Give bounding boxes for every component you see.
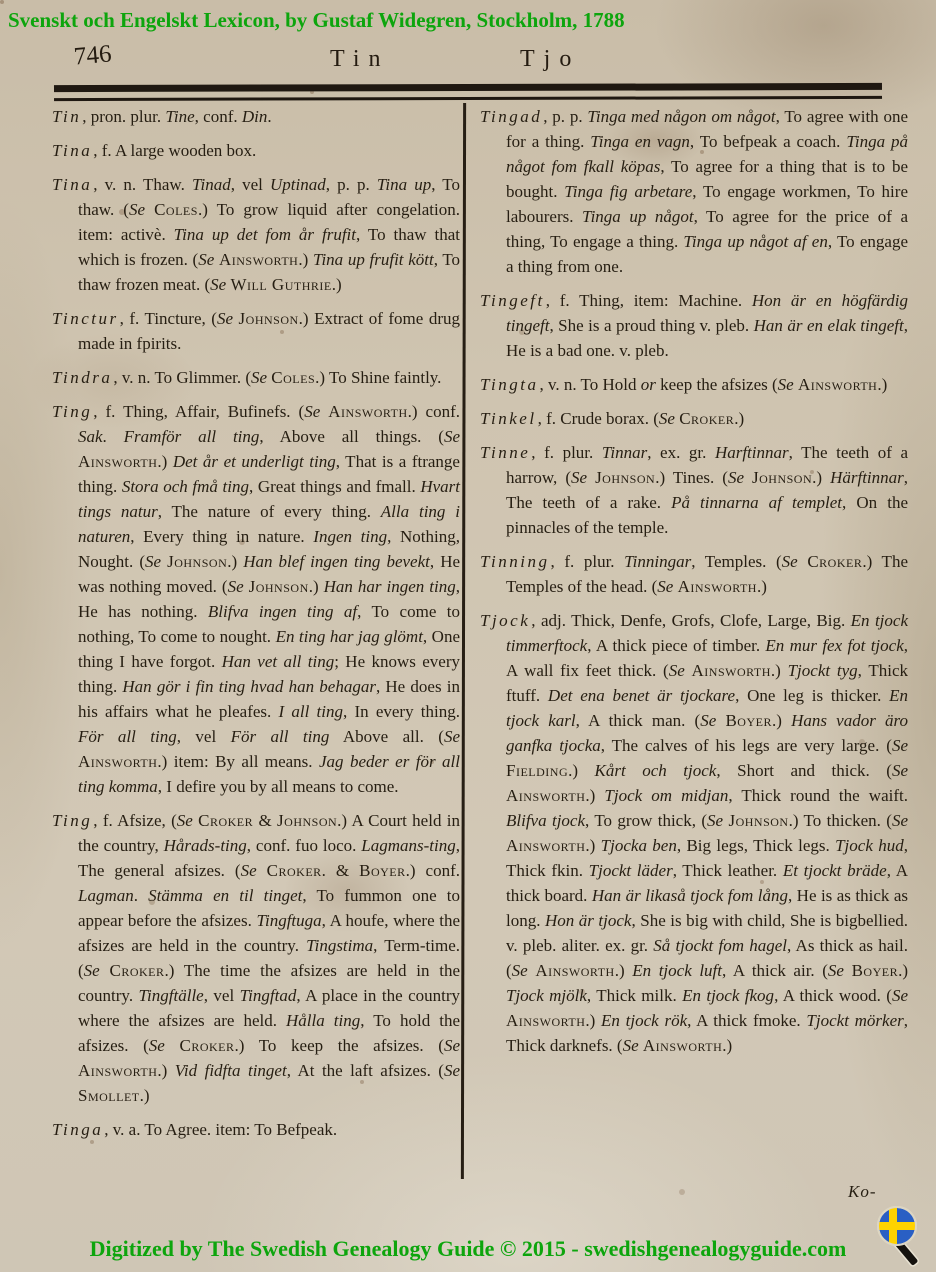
entry-headword: Tinkel	[480, 409, 537, 428]
dictionary-entry: Tinga, v. a. To Agree. item: To Befpeak.	[52, 1120, 338, 1139]
running-head-right: Tjo	[520, 46, 581, 72]
dictionary-entry: Tinning, f. plur. Tinningar, Temples. (Se Croker.) The Temples of the head. (Se Ainsworth.)	[480, 552, 908, 596]
dictionary-entry: Ting, f. Afsize, (Se Croker & Johnson.) A Court held in the country, Hårads-ting, conf. fuo loco. Lagmans-ting, The general afsizes. (Se Croker. & Boyer.) conf. Lagman. Stämma en til tinget, To fummon one to appear before the afsizes. Tingftuga, A houfe, where the afsizes are held in the country. Tingstima, Term-time. (Se Croker.) The time the afsizes are held in the country. Tingftälle, vel Tingftad, A place in the country where the afsizes are held. Hålla ting, To hold the afsizes. (Se Croker.) To keep the afsizes. (Se Ainsworth.) Vid fidfta tinget, At the laft afsizes. (Se Smollet.)	[52, 811, 461, 1105]
paper-speckle-texture	[0, 0, 4, 4]
dictionary-entry: Tina, v. n. Thaw. Tinad, vel Uptinad, p. p. Tina up, To thaw. (Se Coles.) To grow liquid after congelation. item: activè. Tina up det fom år frufit, To thaw that which is frozen. (Se Ainsworth.) Tina up frufit kött, To thaw frozen meat. (Se Will Guthrie.)	[52, 175, 461, 294]
entry-headword: Tingeft	[480, 291, 545, 310]
column-left	[52, 104, 460, 1151]
entry-headword: Tinning	[480, 552, 550, 571]
running-head-left: Tin	[330, 46, 390, 72]
dictionary-entry: Tinne, f. plur. Tinnar, ex. gr. Harftinnar, The teeth of a harrow, (Se Johnson.) Tines. (Se Johnson.) Härftinnar, The teeth of a rake. På tinnarna af templet, On the pinnacles of the temple.	[480, 443, 909, 537]
catchword: Ko-	[848, 1182, 877, 1201]
header-double-rule	[54, 83, 882, 101]
entry-headword: Tin	[52, 107, 82, 126]
column-right	[480, 104, 908, 1151]
entry-headword: Tjock	[480, 611, 531, 630]
entry-headword: Tinga	[52, 1120, 104, 1139]
swedish-flag-magnifier-icon	[872, 1200, 932, 1270]
entry-headword: Tingta	[480, 375, 539, 394]
entry-headword: Tindra	[52, 368, 113, 387]
entry-headword: Tinctur	[52, 309, 119, 328]
dictionary-entry: Tingta, v. n. To Hold or keep the afsizes (Se Ainsworth.)	[480, 375, 888, 394]
dictionary-entry: Tina, f. A large wooden box.	[52, 141, 257, 160]
entry-headword: Tingad	[480, 107, 543, 126]
entry-headword: Tinne	[480, 443, 531, 462]
dictionary-entry: Tin, pron. plur. Tine, conf. Din.	[52, 107, 272, 126]
dictionary-entry: Tinkel, f. Crude borax. (Se Croker.)	[480, 409, 745, 428]
dictionary-entry: Ting, f. Thing, Affair, Bufinefs. (Se Ainsworth.) conf. Sak. Framför all ting, Above all things. (Se Ainsworth.) Det år et underligt ting, That is a ftrange thing. Stora och fmå ting, Great things and fmall. Hvart tings natur, The nature of every thing. Alla ting i naturen, Every thing in nature. Ingen ting, Nothing, Nought. (Se Johnson.) Han blef ingen ting bevekt, He was nothing moved. (Se Johnson.) Han har ingen ting, He has nothing. Blifva ingen ting af, To come to nothing, To come to nought. En ting har jag glömt, One thing I have forgot. Han vet all ting; He knows every thing. Han gör i fin ting hvad han behagar, He does in his affairs what he pleafes. I all ting, In every thing. För all ting, vel För all ting Above all. (Se Ainsworth.) item: By all means. Jag beder er för all ting komma, I defire you by all means to come.	[52, 402, 461, 796]
dictionary-columns	[52, 104, 908, 1151]
dictionary-entry: Tindra, v. n. To Glimmer. (Se Coles.) To Shine faintly.	[52, 368, 442, 387]
dictionary-entry: Tjock, adj. Thick, Denfe, Grofs, Clofe, Large, Big. En tjock timmerftock, A thick piece of timber. En mur fex fot tjock, A wall fix feet thick. (Se Ainsworth.) Tjockt tyg, Thick ftuff. Det ena benet är tjockare, One leg is thicker. En tjock karl, A thick man. (Se Boyer.) Hans vador äro ganfka tjocka, The calves of his legs are very large. (Se Fielding.) Kårt och tjock, Short and thick. (Se Ainsworth.) Tjock om midjan, Thick round the waift. Blifva tjock, To grow thick, (Se Johnson.) To thicken. (Se Ainsworth.) Tjocka ben, Big legs, Thick legs. Tjock hud, Thick fkin. Tjockt läder, Thick leather. Et tjockt bräde, A thick board. Han är likaså tjock fom lång, He is as thick as long. Hon är tjock, She is big with child, She is bigbellied. v. pleb. aliter. ex. gr. Så tjockt fom hagel, As thick as hail. (Se Ainsworth.) En tjock luft, A thick air. (Se Boyer.) Tjock mjölk, Thick milk. En tjock fkog, A thick wood. (Se Ainsworth.) En tjock rök, A thick fmoke. Tjockt mörker, Thick darknefs. (Se Ainsworth.)	[480, 611, 909, 1055]
digitizer-footer-credit: Digitized by The Swedish Genealogy Guide © 2015 - swedishgenealogyguide.com	[89, 1236, 847, 1261]
dictionary-entry: Tingad, p. p. Tinga med någon om något, To agree with one for a thing. Tinga en vagn, To befpeak a coach. Tinga på något fom fkall köpas, To agree for a thing that is to be bought. Tinga fig arbetare, To engage workmen, To hire labourers. Tinga up något, To agree for the price of a thing, To engage a thing. Tinga up något af en, To engage a thing from one.	[480, 107, 909, 276]
page-number: 746	[72, 40, 113, 71]
digitizer-header-credit: Svenskt och Engelskt Lexicon, by Gustaf Widegren, Stockholm, 1788	[8, 8, 625, 32]
dictionary-entry: Tingeft, f. Thing, item: Machine. Hon är en högfärdig tingeft, She is a proud thing v. pleb. Han är en elak tingeft, He is a bad one. v. pleb.	[480, 291, 908, 360]
entry-headword: Ting	[52, 402, 93, 421]
entry-headword: Ting	[52, 811, 93, 830]
entry-headword: Tina	[52, 175, 93, 194]
entry-headword: Tina	[52, 141, 93, 160]
dictionary-entry: Tinctur, f. Tincture, (Se Johnson.) Extract of fome drug made in fpirits.	[52, 309, 461, 353]
